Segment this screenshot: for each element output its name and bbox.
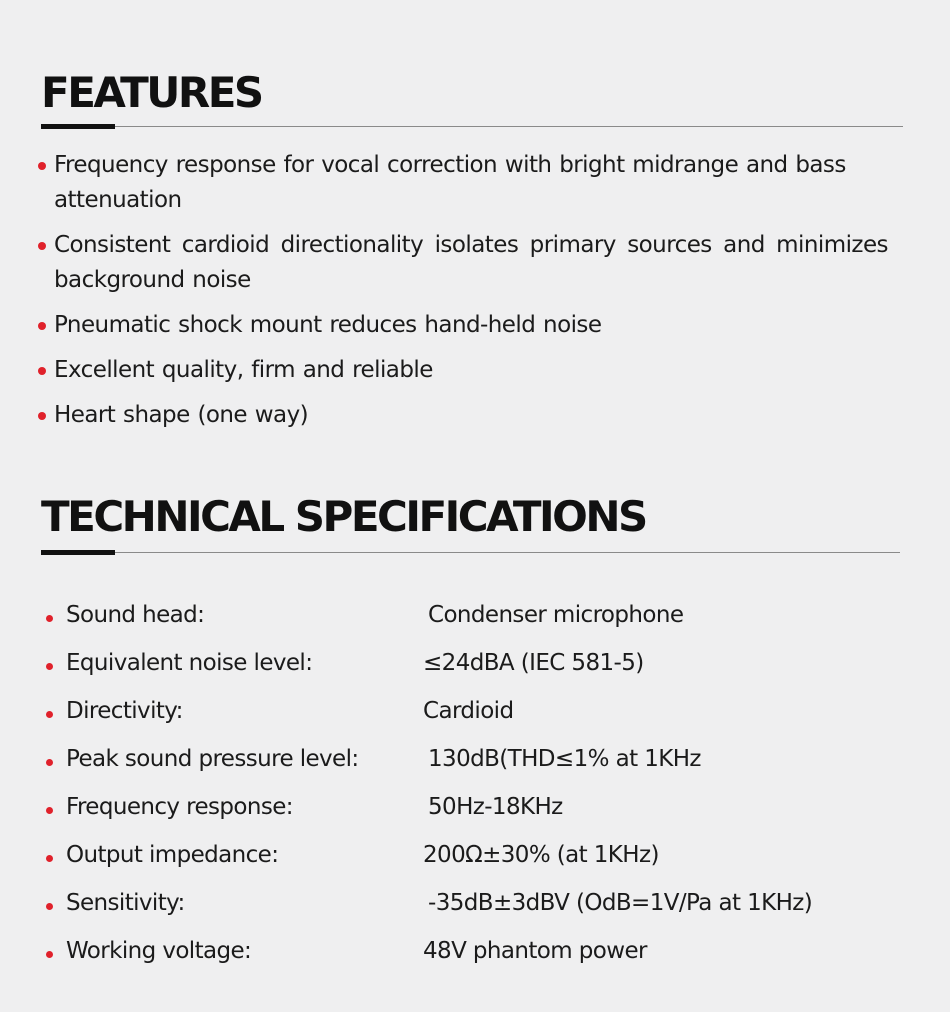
- feature-text: Excellent quality, firm and reliable: [54, 357, 433, 383]
- spec-value: 200Ω±30% (at 1KHz): [423, 842, 659, 868]
- feature-text: Consistent cardioid directionality isolates primary sources and minimizes background noise: [54, 232, 888, 293]
- feature-text: Pneumatic shock mount reduces hand-held noise: [54, 312, 602, 338]
- spec-value: -35dB±3dBV (OdB=1V/Pa at 1KHz): [428, 890, 813, 916]
- feature-item: [36, 308, 888, 343]
- feature-text: Heart shape (one way): [54, 402, 309, 428]
- spec-label: Output impedance:: [66, 842, 279, 868]
- spec-label: Equivalent noise level:: [66, 650, 313, 676]
- specs-divider: [41, 552, 900, 553]
- spec-label: Peak sound pressure level:: [66, 746, 359, 772]
- features-list: [36, 148, 888, 443]
- bullet-dot-icon: [38, 412, 46, 420]
- feature-item: [36, 228, 888, 298]
- feature-text: Frequency response for vocal correction with bright midrange and bass attenuation: [54, 152, 846, 213]
- spec-value: 130dB(THD≤1% at 1KHz: [428, 746, 701, 772]
- bullet-dot-icon: [46, 903, 53, 910]
- specs-divider-accent: [41, 550, 115, 555]
- features-divider-accent: [41, 124, 115, 129]
- bullet-dot-icon: [46, 615, 53, 622]
- spec-value: 50Hz-18KHz: [428, 794, 563, 820]
- spec-label: Frequency response:: [66, 794, 293, 820]
- bullet-dot-icon: [38, 162, 46, 170]
- spec-value: ≤24dBA (IEC 581-5): [423, 650, 644, 676]
- spec-value: Cardioid: [423, 698, 514, 724]
- features-heading: FEATURES: [41, 68, 262, 117]
- bullet-dot-icon: [38, 322, 46, 330]
- spec-label: Sound head:: [66, 602, 205, 628]
- spec-label: Directivity:: [66, 698, 183, 724]
- bullet-dot-icon: [46, 951, 53, 958]
- bullet-dot-icon: [46, 711, 53, 718]
- bullet-dot-icon: [46, 663, 53, 670]
- bullet-dot-icon: [46, 759, 53, 766]
- feature-item: [36, 398, 888, 433]
- bullet-dot-icon: [38, 367, 46, 375]
- bullet-dot-icon: [38, 242, 46, 250]
- features-divider: [41, 126, 903, 127]
- spec-label: Working voltage:: [66, 938, 252, 964]
- spec-value: Condenser microphone: [428, 602, 684, 628]
- spec-label: Sensitivity:: [66, 890, 185, 916]
- specs-heading: TECHNICAL SPECIFICATIONS: [41, 492, 646, 541]
- spec-value: 48V phantom power: [423, 938, 647, 964]
- feature-item: [36, 148, 888, 218]
- bullet-dot-icon: [46, 807, 53, 814]
- feature-item: [36, 353, 888, 388]
- bullet-dot-icon: [46, 855, 53, 862]
